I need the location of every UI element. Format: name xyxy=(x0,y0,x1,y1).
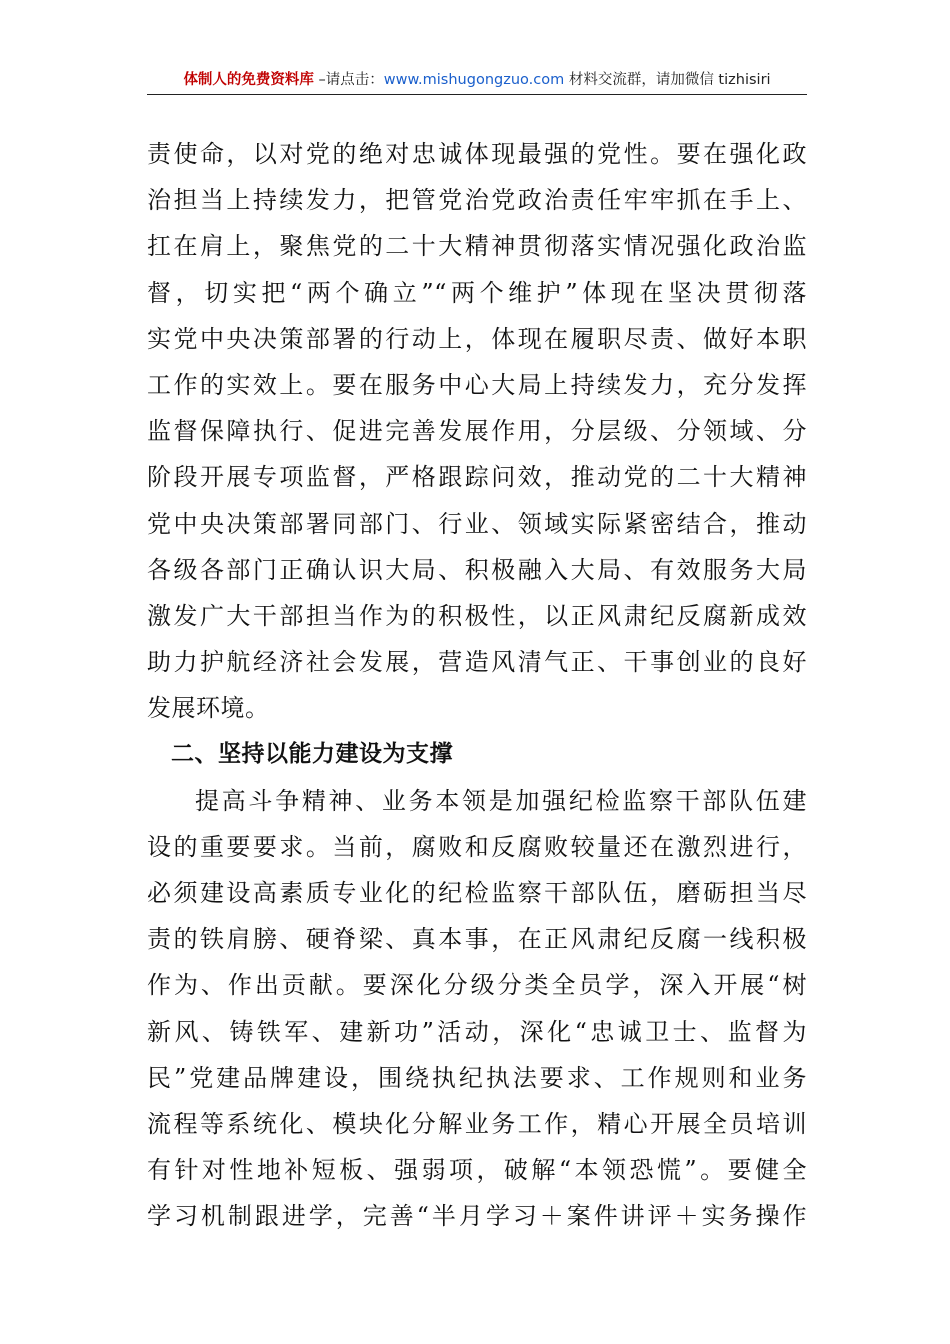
text-line: 治担当上持续发力，把管党治党政治责任牢牢抓在手上、 xyxy=(147,186,807,215)
text-line: 民”党建品牌建设，围绕执纪执法要求、工作规则和业务 xyxy=(147,1063,807,1092)
text-line: 各级各部门正确认识大局、积极融入大局、有效服务大局 xyxy=(147,555,807,584)
text-line: 必须建设高素质专业化的纪检监察干部队伍，磨砺担当尽 xyxy=(147,879,807,907)
text-line: 督，切实把“两个确立”“两个维护”体现在坚决贯彻落 xyxy=(147,278,807,307)
document-body xyxy=(147,131,807,1240)
text-line: 责使命，以对党的绝对忠诚体现最强的党性。要在强化政 xyxy=(147,140,807,168)
text-line: 党中央决策部署同部门、行业、领域实际紧密结合，推动 xyxy=(147,509,807,538)
text-line: 新风、铸铁军、建新功”活动，深化“忠诚卫士、监督为 xyxy=(147,1017,807,1046)
text-line: 提高斗争精神、业务本领是加强纪检监察干部队伍建 xyxy=(195,786,807,815)
header-brand[interactable]: 体制人的免费资料库 xyxy=(183,72,314,88)
header-url-link[interactable]: www.mishugongzuo.com xyxy=(383,72,565,88)
text-line: 工作的实效上。要在服务中心大局上持续发力，充分发挥 xyxy=(147,370,807,399)
text-line: 助力护航经济社会发展，营造风清气正、干事创业的良好 xyxy=(147,648,807,677)
text-line: 实党中央决策部署的行动上，体现在履职尽责、做好本职 xyxy=(147,324,807,353)
text-line: 激发广大干部担当作为的积极性，以正风肃纪反腐新成效 xyxy=(147,601,807,630)
page-header xyxy=(147,68,807,95)
text-line: 发展环境。 xyxy=(147,694,270,723)
text-line: 学习机制跟进学，完善“半月学习＋案件讲评＋实务操作 xyxy=(147,1202,807,1231)
text-line: 责的铁肩膀、硬脊梁、真本事，在正风肃纪反腐一线积极 xyxy=(147,925,807,954)
paragraph-1 xyxy=(147,131,807,731)
section-heading: 二、坚持以能力建设为支撑 xyxy=(171,741,453,768)
text-line: 监督保障执行、促进完善发展作用，分层级、分领域、分 xyxy=(147,417,807,446)
text-line: 设的重要要求。当前，腐败和反腐败较量还在激烈进行， xyxy=(147,832,807,861)
text-line: 有针对性地补短板、强弱项，破解“本领恐慌”。要健全 xyxy=(147,1156,807,1185)
text-line: 阶段开展专项监督，严格跟踪问效，推动党的二十大精神 xyxy=(147,463,807,492)
header-prompt: –请点击： xyxy=(313,72,384,88)
text-line: 扛在肩上，聚焦党的二十大精神贯彻落实情况强化政治监 xyxy=(147,232,807,261)
text-line: 流程等系统化、模块化分解业务工作，精心开展全员培训 xyxy=(147,1109,807,1138)
text-line: 作为、作出贡献。要深化分级分类全员学，深入开展“树 xyxy=(147,971,807,1000)
paragraph-2 xyxy=(147,778,807,1240)
header-contact: 材料交流群，请加微信 tizhisiri xyxy=(564,72,771,88)
